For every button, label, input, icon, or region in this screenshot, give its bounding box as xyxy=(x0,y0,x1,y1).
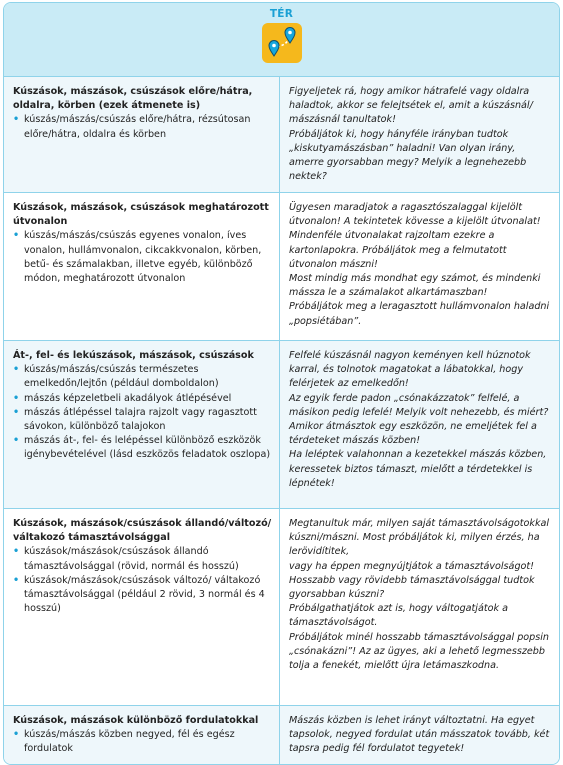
skill-cell xyxy=(4,706,280,764)
skill-cell xyxy=(4,193,280,340)
note-text: Most mindig más mondhat egy számot, és mindenki mássza le a számalakot alkartámaszban! xyxy=(289,273,541,299)
notes-cell xyxy=(280,706,559,764)
note-text: Mászás közben is lehet irányt változtatni. Ha egyet tapsolok, negyed fordulat után másszatok tovább, két tapsra pedig fél fordulatot tegyetek! xyxy=(289,715,550,755)
table-row xyxy=(4,193,559,341)
list-item: • mászás át-, fel- és lelépéssel különböző eszközök igénybevételével (lásd eszközös feladatok oszlopa) xyxy=(13,434,273,462)
notes-cell xyxy=(280,341,559,508)
notes-cell xyxy=(280,193,559,340)
note-text: Próbáljátok minél hosszabb támasztávolsággal popsin „csónakázni”! Az az ügyes, aki a lehető legmesszebb tolja a fenekét, mielőtt újra letámaszkodna. xyxy=(289,631,550,672)
note-text: Próbáljátok ki, hogy hányféle irányban tudtok „kiskutyamászásban” haladni! Van olyan irány, amerre gyorsabban megy? Melyik a legnehezebb nektek? xyxy=(289,128,527,183)
table-row xyxy=(4,509,559,706)
note-text: Hosszabb vagy rövidebb támasztávolsággal tudtok gyorsabban kúszni? xyxy=(289,574,535,601)
skill-list xyxy=(13,229,273,286)
table-header xyxy=(4,3,559,77)
notes-cell xyxy=(280,509,559,705)
skill-cell xyxy=(4,341,280,508)
note-text: Megtanultuk már, milyen saját támasztávolságotokkal kúszni/mászni. Most próbáljátok ki, milyen érzés, ha lerövidítitek, xyxy=(289,518,550,558)
list-item: • mászás átlépéssel talajra rajzolt vagy ragasztott sávokon, különböző talajokon xyxy=(13,406,273,434)
section-title: TÉR xyxy=(269,8,294,20)
list-item: • kúszás/mászás/csúszás előre/hátra, rézsútosan előre/hátra, oldalra és körben xyxy=(13,113,273,141)
note-text: Amikor átmásztok egy eszközön, ne emeljétek fel a térdeteket mászás közben! xyxy=(289,421,537,447)
list-item: • mászás képzeletbeli akadályok átlépésével xyxy=(13,392,273,406)
list-item: • kúszás/mászás/csúszás egyenes vonalon, íves vonalon, hullámvonalon, cikcakkvonalon, körben, betű- és számalakban, illetve egyéb, különböző módon, meghatározott útvonalon xyxy=(13,229,273,286)
note-text: Az egyik ferde padon „csónakázzatok” felfelé, a másikon pedig lefelé! Melyik volt nehezebb, és miért? xyxy=(289,392,549,418)
notes-cell xyxy=(280,77,559,192)
note-text: vagy ha éppen megnyújtjátok a támasztávolságot! xyxy=(289,560,535,572)
location-route-icon xyxy=(262,23,302,63)
activity-table xyxy=(3,2,560,765)
skill-heading: Kúszások, mászások, csúszások meghatározott útvonalon xyxy=(13,202,269,228)
note-text: Ügyesen maradjatok a ragasztószalaggal kijelölt útvonalon! A tekintetek kövesse a kijelölt útvonalat! xyxy=(289,202,541,228)
note-text: Felfelé kúszásnál nagyon keményen kell húznotok karral, és tolnotok magatokat a lábatokkal, hogy felérjetek az emelkedőn! xyxy=(289,350,531,390)
table-row xyxy=(4,706,559,764)
skill-list xyxy=(13,363,273,462)
note-text: Figyeljetek rá, hogy amikor hátrafelé vagy oldalra haladtok, akkor se felejtsétek el, amit a kúszásnál/ mászásnál tanultatok! xyxy=(289,86,533,126)
skill-heading: Kúszások, mászások különböző fordulatokkal xyxy=(13,715,259,726)
note-text: Mindenféle útvonalakat rajzoltam ezekre a kartonlapokra. Próbáljátok meg a felmutatott útvonalon mászni! xyxy=(289,230,507,270)
list-item: • kúszás/mászás/csúszás természetes emelkedőn/lejtőn (például domboldalon) xyxy=(13,363,273,391)
skill-heading: Át-, fel- és lekúszások, mászások, csúszások xyxy=(13,350,254,361)
skill-cell xyxy=(4,509,280,705)
table-row xyxy=(4,341,559,509)
note-text: Próbálgathatjátok azt is, hogy váltogatjátok a támasztávolságot. xyxy=(289,603,508,629)
note-text: Ha leléptek valahonnan a kezetekkel mászás közben, keressetek biztos támaszt, mielőtt a térdetekkel is lépnétek! xyxy=(289,449,547,489)
skill-list xyxy=(13,728,273,756)
list-item: • kúszások/mászások/csúszások változó/ váltakozó támasztávolsággal (például 2 rövid, 3 normál és 4 hosszú) xyxy=(13,574,273,617)
skill-heading: Kúszások, mászások, csúszások előre/hátra, oldalra, körben (ezek átmenete is) xyxy=(13,86,253,112)
skill-cell xyxy=(4,77,280,192)
note-text: Próbáljátok meg a leragasztott hullámvonalon haladni „popsiétában”. xyxy=(289,301,550,327)
skill-list xyxy=(13,545,273,616)
skill-list xyxy=(13,113,273,141)
list-item: • kúszások/mászások/csúszások állandó támasztávolsággal (rövid, normál és hosszú) xyxy=(13,545,273,573)
list-item: • kúszás/mászás közben negyed, fél és egész fordulatok xyxy=(13,728,273,756)
table-row xyxy=(4,77,559,193)
skill-heading: Kúszások, mászások/csúszások állandó/változó/ váltakozó támasztávolsággal xyxy=(13,518,272,544)
